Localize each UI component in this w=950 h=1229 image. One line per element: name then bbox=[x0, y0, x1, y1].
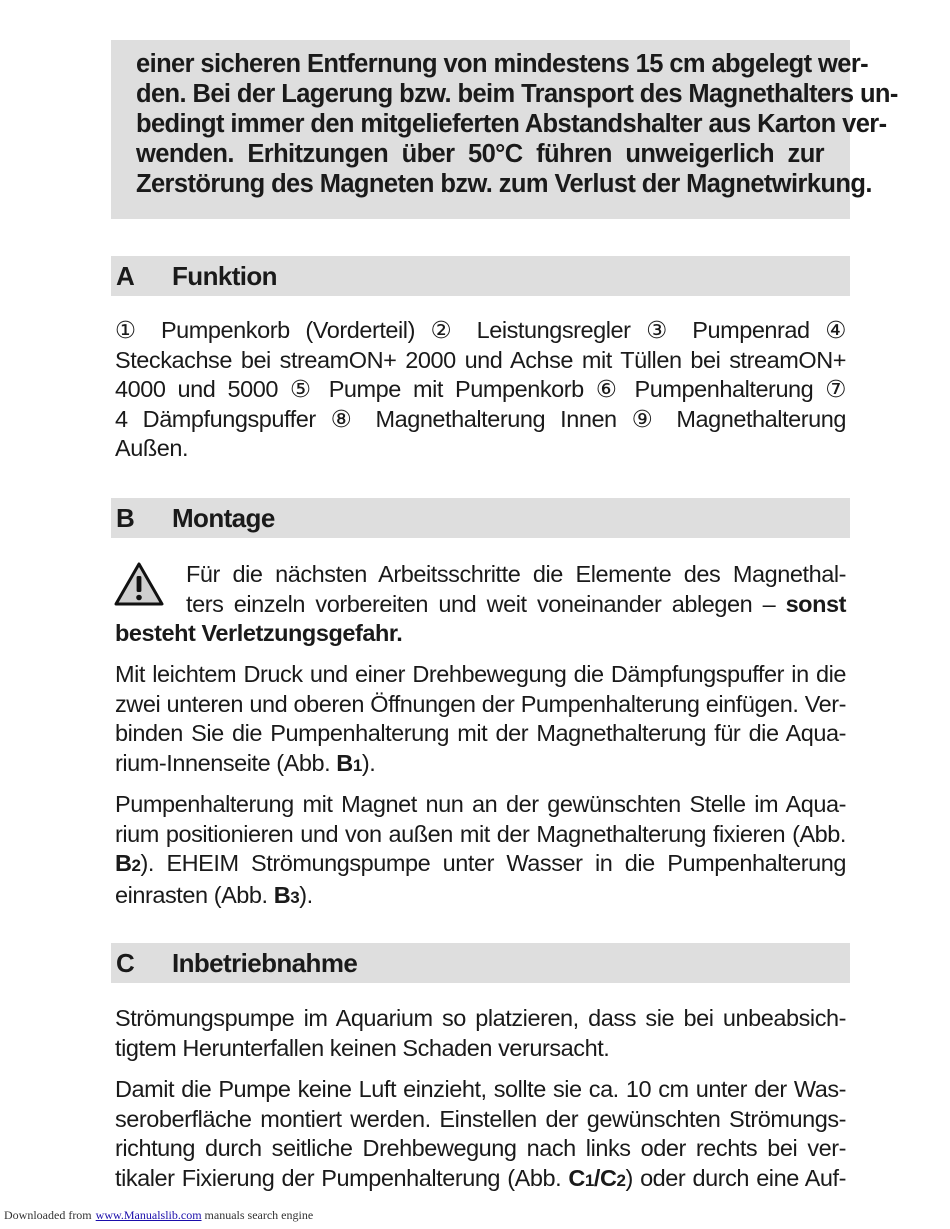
paragraph-line: Damit die Pumpe keine Luft einzieht, sollte sie ca. 10 cm unter der Was- bbox=[115, 1076, 846, 1102]
paragraph-text: ). bbox=[299, 881, 313, 908]
section-a-header bbox=[111, 256, 850, 296]
paragraph-line: tigtem Herunterfallen keinen Schaden verursacht. bbox=[115, 1034, 610, 1061]
section-c-header bbox=[111, 943, 850, 983]
paragraph-text: ). bbox=[361, 749, 376, 776]
paragraph-line: Mit leichtem Druck und einer Drehbewegung die Dämpfungspuffer in die bbox=[115, 661, 846, 687]
paragraph-line bbox=[115, 749, 846, 781]
figure-ref-number: 2 bbox=[131, 856, 141, 875]
montage-paragraph-1 bbox=[115, 660, 846, 780]
inbetriebnahme-paragraph-1 bbox=[115, 1004, 846, 1063]
figure-ref-letter: B bbox=[115, 850, 132, 876]
footer-suffix: manuals search engine bbox=[204, 1208, 314, 1222]
figure-ref bbox=[336, 750, 362, 776]
paragraph-line: Pumpenhalterung mit Magnet nun an der gewünschten Stelle im Aqua- bbox=[115, 791, 846, 817]
figure-ref-letter: B bbox=[336, 749, 353, 776]
warning-box-line: Zerstörung des Magneten bzw. zum Verlust der Magnetwirkung. bbox=[136, 170, 872, 198]
figure-ref-number: 1 bbox=[584, 1170, 594, 1190]
parts-line: 4 Dämpfungspuffer ⑧ Magnethalterung Innen ⑨ Magnethalterung bbox=[115, 405, 846, 432]
warning-box-line: wenden. Erhitzungen über 50°C führen unweigerlich zur bbox=[136, 140, 824, 168]
paragraph-line: richtung durch seitliche Drehbewegung nach links oder rechts bei ver- bbox=[115, 1135, 846, 1161]
paragraph-text: ) oder durch eine Auf- bbox=[625, 1164, 846, 1191]
parts-line: Steckachse bei streamON+ 2000 und Achse mit Tüllen bei streamON+ bbox=[115, 346, 846, 373]
parts-line: 4000 und 5000 ⑤ Pumpe mit Pumpenkorb ⑥ Pumpenhalterung ⑦ bbox=[115, 376, 846, 402]
paragraph-line bbox=[115, 881, 846, 913]
section-letter: A bbox=[116, 261, 135, 291]
paragraph-line bbox=[115, 1164, 846, 1196]
warning-box-line: den. Bei der Lagerung bzw. beim Transport des Magnethalters un- bbox=[136, 80, 898, 108]
figure-ref-number: 2 bbox=[616, 1170, 626, 1190]
figure-ref-separator: / bbox=[593, 1164, 600, 1191]
paragraph-line: seroberfläche montiert werden. Einstellen der gewünschten Strömungs- bbox=[115, 1105, 846, 1132]
paragraph-line: zwei unteren und oberen Öffnungen der Pumpenhalterung einfügen. Ver- bbox=[115, 690, 846, 717]
paragraph-text: einrasten (Abb. bbox=[115, 881, 274, 908]
section-title: Inbetriebnahme bbox=[172, 948, 358, 978]
paragraph-line: rium positionieren und von außen mit der Magnethalterung fixieren (Abb. bbox=[115, 820, 846, 847]
paragraph-text: rium-Innenseite (Abb. bbox=[115, 749, 337, 776]
warning-triangle-icon bbox=[113, 561, 165, 607]
inbetriebnahme-paragraph-2 bbox=[115, 1075, 846, 1195]
montage-warning-line bbox=[186, 590, 846, 620]
paragraph-text: ). EHEIM Strömungspumpe unter Wasser in die Pumpenhalterung bbox=[140, 850, 846, 876]
montage-warning-line: Für die nächsten Arbeitsschritte die Elemente des Magnethal- bbox=[186, 561, 846, 587]
figure-ref bbox=[274, 882, 300, 908]
section-letter: B bbox=[116, 503, 135, 533]
montage-warning-normal: ters einzeln vorbereiten und weit voneinander ablegen – bbox=[186, 590, 786, 617]
section-letter: C bbox=[116, 948, 135, 978]
figure-ref-number: 1 bbox=[352, 755, 362, 775]
section-title: Montage bbox=[172, 503, 275, 533]
footer-prefix: Downloaded from bbox=[4, 1208, 92, 1222]
section-a-parts-list bbox=[115, 316, 846, 464]
parts-line: Außen. bbox=[115, 435, 189, 461]
figure-ref bbox=[115, 850, 141, 876]
montage-warning-text bbox=[186, 560, 846, 619]
parts-line: ① Pumpenkorb (Vorderteil) ② Leistungsregler ③ Pumpenrad ④ bbox=[115, 317, 846, 343]
manualslib-link[interactable]: www.Manualslib.com bbox=[95, 1208, 202, 1222]
paragraph-text: tikaler Fixierung der Pumpenhalterung (Abb. bbox=[115, 1164, 569, 1191]
montage-warning-line: besteht Verletzungsgefahr. bbox=[115, 620, 403, 646]
paragraph-line: binden Sie die Pumpenhalterung mit der Magnethalterung für die Aqua- bbox=[115, 720, 846, 746]
warning-box-line: einer sicheren Entfernung von mindestens 15 cm abgelegt wer- bbox=[136, 50, 869, 78]
section-b-header bbox=[111, 498, 850, 538]
paragraph-line: Strömungspumpe im Aquarium so platzieren, dass sie bei unbeabsich- bbox=[115, 1005, 846, 1031]
montage-warning-cont bbox=[115, 619, 846, 649]
warning-box bbox=[111, 40, 898, 219]
warning-box-line: bedingt immer den mitgelieferten Abstandshalter aus Karton ver- bbox=[136, 110, 887, 138]
montage-warning-bold: sonst bbox=[785, 590, 846, 617]
figure-ref-number: 3 bbox=[290, 887, 300, 907]
figure-ref-letter: B bbox=[273, 881, 291, 908]
section-title: Funktion bbox=[172, 261, 277, 291]
paragraph-line bbox=[115, 849, 846, 881]
download-footer bbox=[4, 1208, 317, 1223]
montage-paragraph-2 bbox=[115, 790, 846, 912]
figure-ref bbox=[568, 1165, 625, 1191]
figure-ref-letter: C bbox=[599, 1164, 617, 1191]
figure-ref-letter: C bbox=[568, 1164, 585, 1191]
